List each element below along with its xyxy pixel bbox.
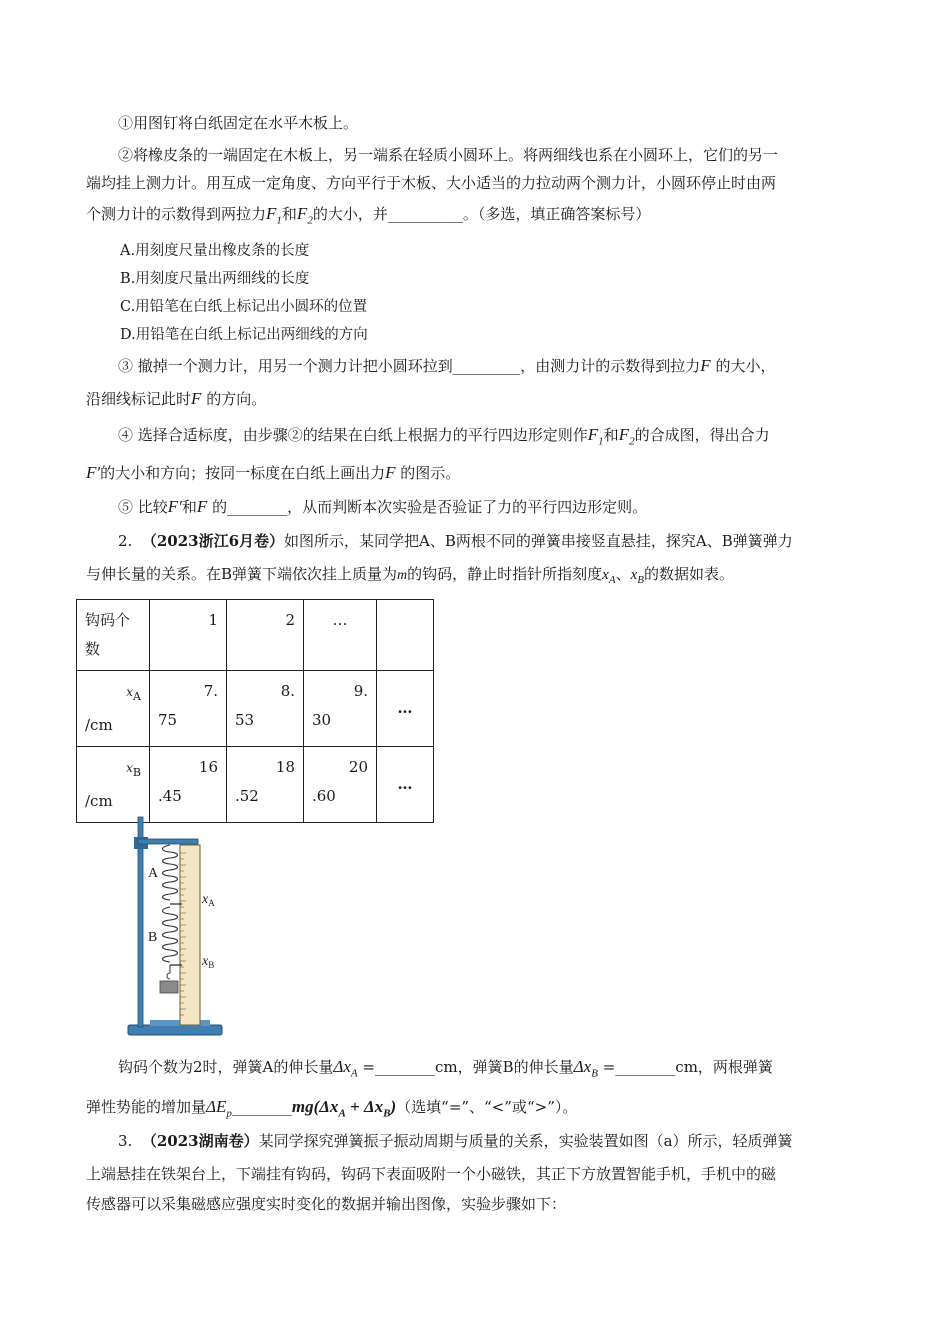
step-1: ①用图钉将白纸固定在水平木板上。 — [118, 114, 359, 132]
table-header-cell — [377, 600, 434, 671]
q2-answer-line-1: 钩码个数为2时，弹簧A的伸长量$\Delta x_A$ =________cm，弹簧B的伸长量$\Delta x_B$ =________cm，两根弹簧 — [118, 1057, 773, 1080]
table-cell: 7. 75 — [150, 671, 227, 747]
step-4-line-2: F′的大小和方向；按同一标度在白纸上画出力F 的图示。 — [86, 463, 461, 482]
table-header-cell: 钩码个数 — [77, 600, 150, 671]
table-cell-label: $x_A$ /cm — [77, 671, 150, 747]
spring-apparatus-figure — [120, 815, 230, 1040]
label-a: A — [148, 866, 159, 881]
step-3-line-1: ③ 撤掉一个测力计，用另一个测力计把小圆环拉到_________，由测力计的示数得到拉力F 的大小， — [118, 356, 776, 375]
question-source: （2023浙江6月卷） — [141, 532, 285, 550]
symbol-mg-expression: $mg(\Delta x_A + \Delta x_B)$ — [291, 1097, 397, 1120]
table-header-cell: 2 — [227, 600, 304, 671]
symbol-f: F — [385, 463, 396, 482]
weight — [160, 981, 178, 993]
spring-b — [163, 907, 178, 962]
question-3-line-2: 上端悬挂在铁架台上，下端挂有钩码，钩码下表面吸附一个小磁铁，其正下方放置智能手机，手机中的磁 — [86, 1165, 777, 1183]
table-cell: … — [377, 747, 434, 823]
table-header-cell: 1 — [150, 600, 227, 671]
step-3-line-2: 沿细线标记此时F 的方向。 — [86, 389, 267, 408]
symbol-f-prime: F′ — [167, 497, 182, 516]
symbol-f: F — [191, 389, 202, 408]
table-row — [77, 671, 434, 747]
table-cell: … — [377, 671, 434, 747]
option-a: A.用刻度尺量出橡皮条的长度 — [120, 243, 310, 259]
question-source: （2023湖南卷） — [141, 1132, 259, 1150]
table-row — [77, 600, 434, 671]
step-5: ⑤ 比较F′和F 的________，从而判断本次实验是否验证了力的平行四边形定则。 — [118, 497, 648, 516]
question-3-line-3: 传感器可以采集磁感应强度实时变化的数据并输出图像，实验步骤如下： — [86, 1195, 567, 1213]
option-b: B.用刻度尺量出两细线的长度 — [120, 271, 310, 287]
symbol-f: F — [700, 356, 711, 375]
symbol-f1: $F_1$ — [266, 204, 282, 227]
table-row — [77, 747, 434, 823]
stand-arm — [138, 839, 198, 844]
ruler — [180, 845, 200, 1025]
table-cell: 8. 53 — [227, 671, 304, 747]
label-b: B — [148, 930, 158, 945]
step-2-line-3: 个测力计的示数得到两拉力$F_1$和$F_2$的大小，并__________。（多选，填正确答案标号） — [86, 204, 651, 227]
question-2-line-2: 与伸长量的关系。在B弹簧下端依次挂上质量为m的钩码，静止时指针所指刻度$x_A$、$x_B$的数据如表。 — [86, 565, 735, 586]
option-d: D.用铅笔在白纸上标记出两细线的方向 — [120, 327, 368, 343]
symbol-f2: $F_2$ — [618, 425, 635, 448]
option-c: C.用铅笔在白纸上标记出小圆环的位置 — [120, 299, 368, 315]
symbol-f-prime: F′ — [86, 463, 101, 482]
hook — [167, 965, 170, 979]
step-2-line-1: ②将橡皮条的一端固定在木板上，另一端系在轻质小圆环上。将两细线也系在小圆环上，它们的另一 — [118, 146, 779, 164]
table-cell: 18 .52 — [227, 747, 304, 823]
symbol-delta-xa: $\Delta x_A$ — [333, 1057, 358, 1080]
table-cell: 20 .60 — [304, 747, 377, 823]
table-cell: 16 .45 — [150, 747, 227, 823]
label-xa: $x_A$ — [202, 892, 215, 908]
table-cell: 9. 30 — [304, 671, 377, 747]
label-xb: $x_B$ — [202, 954, 215, 970]
question-3-line-1: 3. （2023湖南卷）某同学探究弹簧振子振动周期与质量的关系，实验装置如图（a）所示，轻质弹簧 — [118, 1132, 793, 1150]
symbol-f2: $F_2$ — [296, 204, 313, 227]
spring-a — [163, 845, 178, 900]
step-4-line-1: ④ 选择合适标度，由步骤②的结果在白纸上根据力的平行四边形定则作$F_1$和$F_2$的合成图，得出合力 — [118, 425, 770, 448]
symbol-f1: $F_1$ — [587, 425, 604, 448]
data-table — [76, 599, 434, 823]
q2-answer-line-2: 弹性势能的增加量$\Delta E_p\_\_\_\_\_\_\_\_mg(\Delta x_A + \Delta x_B)$（选填“=”、“<”或“>”）。 — [86, 1097, 578, 1120]
step-2-line-2: 端均挂上测力计。用互成一定角度、方向平行于木板、大小适当的力拉动两个测力计，小圆环停止时由两 — [86, 174, 777, 192]
table-cell-label: $x_B$ /cm — [77, 747, 150, 823]
symbol-delta-ep: $\Delta E_p$ — [206, 1097, 232, 1120]
symbol-delta-xb: $\Delta x_B$ — [573, 1057, 598, 1080]
question-2-line-1: 2. （2023浙江6月卷）如图所示，某同学把A、B两根不同的弹簧串接竖直悬挂，探究A、B弹簧弹力 — [118, 532, 793, 550]
symbol-f: F — [196, 497, 208, 516]
table-header-cell: … — [304, 600, 377, 671]
